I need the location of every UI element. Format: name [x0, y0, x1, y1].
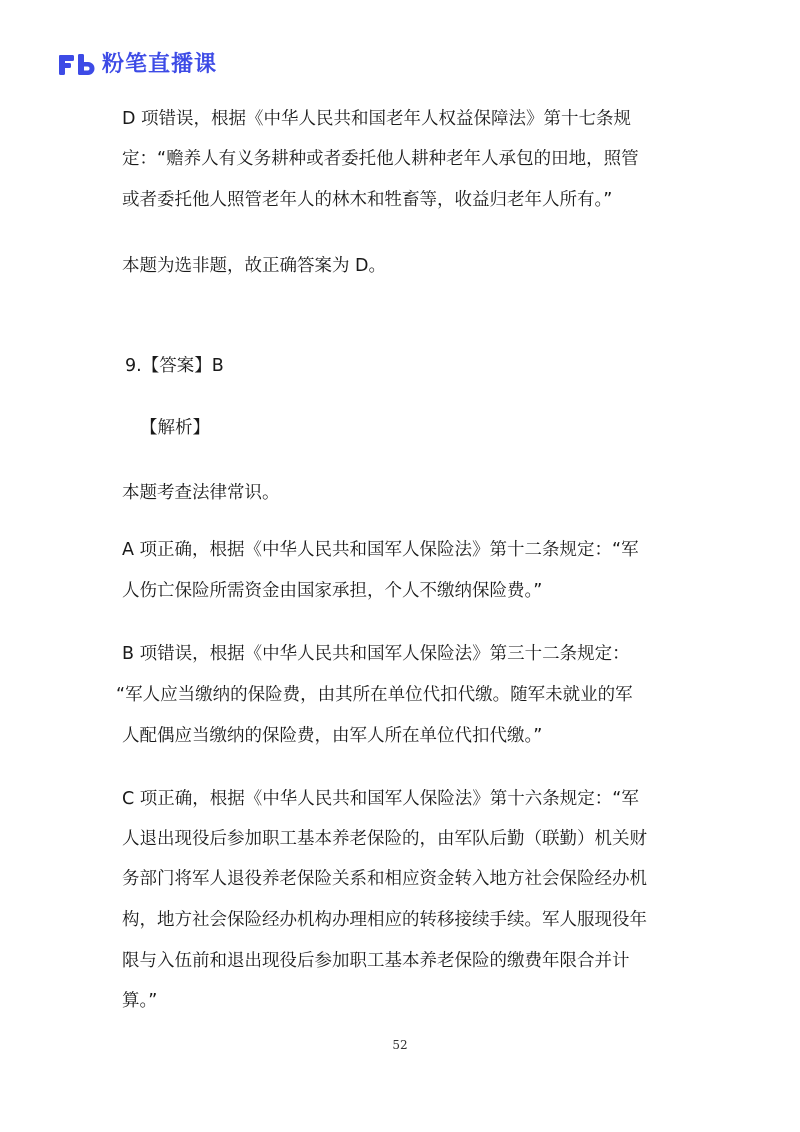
text-line: 或者委托他人照管老年人的林木和牲畜等，收益归老年人所有。” [122, 190, 613, 210]
text-line: 本题为选非题，故正确答案为 D。 [122, 256, 387, 276]
text-line: 务部门将军人退役养老保险关系和相应资金转入地方社会保险经办机 [122, 869, 647, 889]
text-line: “军人应当缴纳的保险费，由其所在单位代扣代缴。随军未就业的军 [116, 685, 633, 705]
text-line: 限与入伍前和退出现役后参加职工基本养老保险的缴费年限合并计 [122, 951, 630, 971]
text-line: 算。” [122, 991, 158, 1011]
text-line: 本题考查法律常识。 [122, 483, 280, 503]
text-line: 定：“赡养人有义务耕种或者委托他人耕种老年人承包的田地，照管 [122, 149, 639, 169]
text-line: C 项正确，根据《中华人民共和国军人保险法》第十六条规定：“军 [122, 789, 639, 809]
text-line: A 项正确，根据《中华人民共和国军人保险法》第十二条规定：“军 [122, 540, 639, 560]
text-line: 构，地方社会保险经办机构办理相应的转移接续手续。军人服现役年 [122, 910, 647, 930]
text-line: 人配偶应当缴纳的保险费，由军人所在单位代扣代缴。” [122, 726, 543, 746]
brand-logo [58, 50, 217, 80]
text-line: D 项错误，根据《中华人民共和国老年人权益保障法》第十七条规 [122, 109, 632, 129]
text-line: 人伤亡保险所需资金由国家承担，个人不缴纳保险费。” [122, 581, 543, 601]
text-line: B 项错误，根据《中华人民共和国军人保险法》第三十二条规定： [122, 644, 630, 664]
question-answer: 9.【答案】B [125, 356, 224, 376]
text-line: 人退出现役后参加职工基本养老保险的，由军队后勤（联勤）机关财 [122, 829, 647, 849]
fenbi-logo-icon [58, 53, 96, 77]
analysis-heading: 【解析】 [140, 418, 210, 438]
brand-name: 粉笔直播课 [102, 52, 218, 77]
page-number: 52 [392, 1038, 408, 1052]
